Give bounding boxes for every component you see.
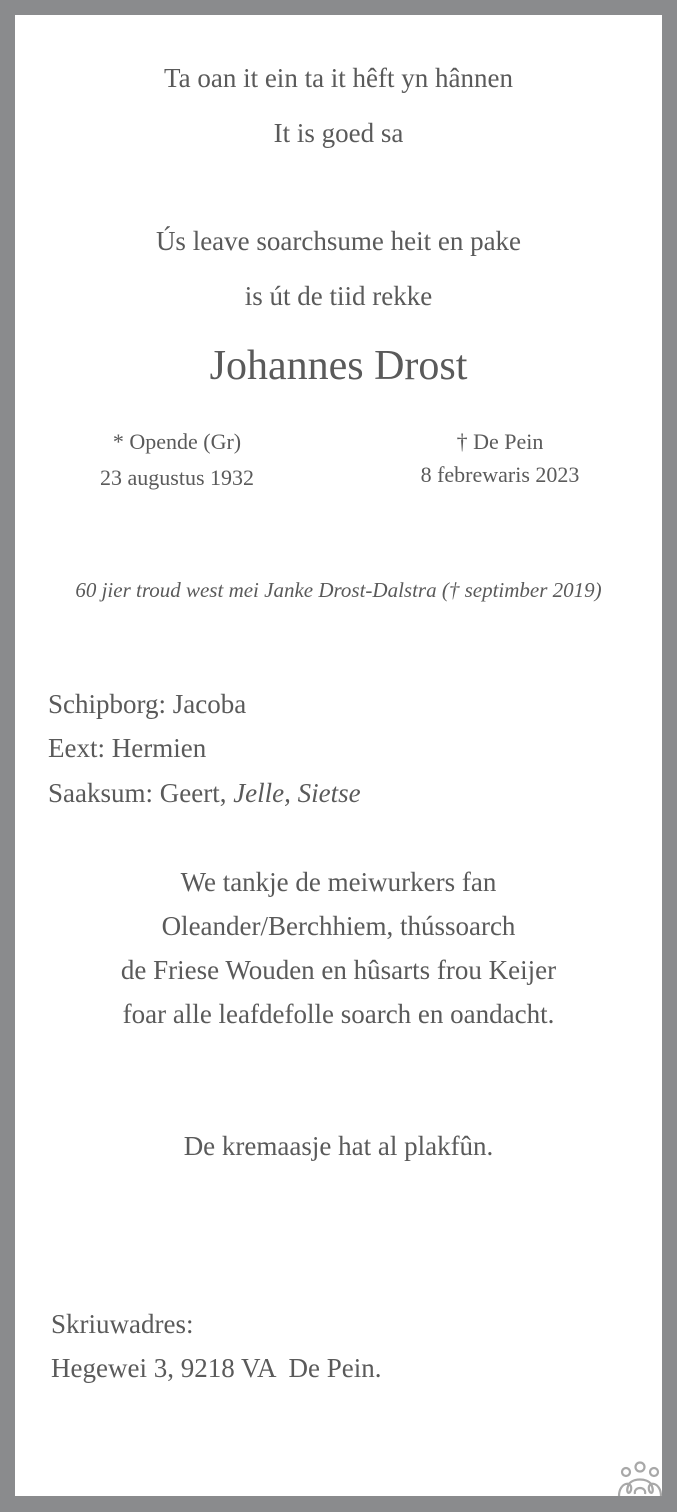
address-label: Skriuwadres: <box>51 1309 194 1339</box>
family-line-3-text: Saaksum: Geert, <box>48 778 234 808</box>
motto-line-1: Ta oan it ein ta it hêft yn hânnen <box>164 63 513 93</box>
thanks-line-4: foar alle leafdefolle soarch en oandacht. <box>122 999 555 1029</box>
deceased-name: Johannes Drost <box>209 343 468 389</box>
birth-place: * Opende (Gr) <box>112 429 242 454</box>
people-group-icon <box>617 1458 665 1496</box>
cremation-line: De kremaasje hat al plakfûn. <box>183 1131 494 1161</box>
intro-line-1: Ús leave soarchsume heit en pake <box>155 226 522 256</box>
death-date: 8 febrewaris 2023 <box>420 462 580 487</box>
address: Hegewei 3, 9218 VA De Pein. <box>51 1353 382 1383</box>
thanks-line-2: Oleander/Berchhiem, thússoarch <box>161 911 516 941</box>
family-line-2: Eext: Hermien <box>48 733 207 763</box>
family-line-3-italic: Jelle, Sietse <box>233 778 361 808</box>
birth-date: 23 augustus 1932 <box>100 465 254 490</box>
thanks-line-1: We tankje de meiwurkers fan <box>180 867 497 897</box>
family-line-3 <box>48 780 361 807</box>
intro-line-2: is út de tiid rekke <box>244 281 433 311</box>
spouse-line: 60 jier troud west mei Janke Drost-Dalstra († septimber 2019) <box>75 578 602 602</box>
family-line-1: Schipborg: Jacoba <box>48 689 247 719</box>
motto-line-2: It is goed sa <box>273 118 404 148</box>
death-place: † De Pein <box>456 429 544 454</box>
thanks-line-3: de Friese Wouden en hûsarts frou Keijer <box>120 955 557 985</box>
